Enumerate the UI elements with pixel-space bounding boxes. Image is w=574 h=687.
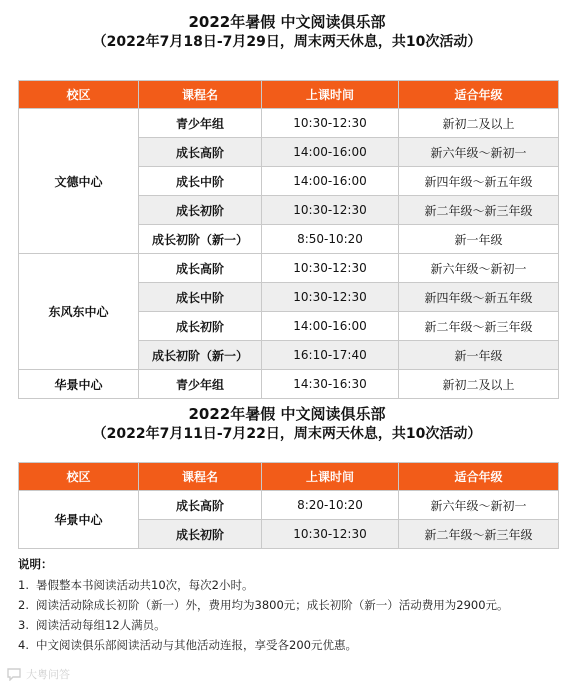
note-text: 中文阅读俱乐部阅读活动与其他活动连报，享受各200元优惠。 [36,638,357,652]
course-cell: 成长初阶（新一） [139,341,262,370]
time-cell: 14:00-16:00 [262,138,399,167]
grade-cell: 新六年级～新初一 [399,138,559,167]
grade-cell: 新一年级 [399,341,559,370]
grade-cell: 新初二及以上 [399,370,559,399]
note-text: 暑假整本书阅读活动共10次，每次2小时。 [36,578,254,592]
header-time: 上课时间 [262,463,399,491]
table-row [19,370,559,399]
notes-section [18,556,563,657]
speech-bubble-icon [6,667,22,681]
time-cell: 8:50-10:20 [262,225,399,254]
time-cell: 10:30-12:30 [262,109,399,138]
section1-subtitle: （2022年7月18日-7月29日，周末两天休息，共10次活动） [92,34,482,50]
schedule-table-2 [18,462,559,549]
time-cell: 14:00-16:00 [262,312,399,341]
course-cell: 成长中阶 [139,167,262,196]
table-header-row [19,81,559,109]
grade-cell: 新二年级～新三年级 [399,196,559,225]
note-text: 阅读活动除成长初阶（新一）外，费用均为3800元；成长初阶（新一）活动费用为2900元。 [36,598,509,612]
campus-cell: 文德中心 [19,109,139,254]
section1-title: 2022年暑假 中文阅读俱乐部 [188,13,386,31]
list-item [18,637,563,653]
course-cell: 成长初阶 [139,520,262,549]
grade-cell: 新二年级～新三年级 [399,312,559,341]
time-cell: 14:30-16:30 [262,370,399,399]
grade-cell: 新六年级～新初一 [399,254,559,283]
watermark-text: 大粤问答 [26,668,70,681]
header-grade: 适合年级 [399,81,559,109]
note-number: 2. [18,598,29,612]
campus-cell: 东风东中心 [19,254,139,370]
grade-cell: 新四年级～新五年级 [399,283,559,312]
time-cell: 14:00-16:00 [262,167,399,196]
course-cell: 成长高阶 [139,491,262,520]
header-course: 课程名 [139,463,262,491]
note-text: 阅读活动每组12人满员。 [36,618,166,632]
notes-title: 说明： [18,557,53,571]
time-cell: 16:10-17:40 [262,341,399,370]
course-cell: 成长高阶 [139,138,262,167]
header-campus: 校区 [19,463,139,491]
time-cell: 8:20-10:20 [262,491,399,520]
grade-cell: 新一年级 [399,225,559,254]
note-number: 1. [18,578,29,592]
table-row [19,254,559,283]
section2-heading [0,404,574,444]
course-cell: 青少年组 [139,109,262,138]
time-cell: 10:30-12:30 [262,254,399,283]
list-item [18,577,563,593]
time-cell: 10:30-12:30 [262,196,399,225]
time-cell: 10:30-12:30 [262,283,399,312]
grade-cell: 新六年级～新初一 [399,491,559,520]
list-item [18,617,563,633]
section1-heading [0,12,574,52]
course-cell: 成长初阶 [139,196,262,225]
schedule-table-1 [18,80,559,399]
course-cell: 青少年组 [139,370,262,399]
campus-cell: 华景中心 [19,491,139,549]
header-time: 上课时间 [262,81,399,109]
section2-title: 2022年暑假 中文阅读俱乐部 [188,405,386,423]
time-cell: 10:30-12:30 [262,520,399,549]
course-cell: 成长高阶 [139,254,262,283]
grade-cell: 新初二及以上 [399,109,559,138]
table-row [19,109,559,138]
header-campus: 校区 [19,81,139,109]
watermark [6,666,70,682]
course-cell: 成长初阶 [139,312,262,341]
note-number: 3. [18,618,29,632]
table-header-row [19,463,559,491]
grade-cell: 新四年级～新五年级 [399,167,559,196]
section2-subtitle: （2022年7月11日-7月22日，周末两天休息，共10次活动） [92,426,482,442]
grade-cell: 新二年级～新三年级 [399,520,559,549]
table-row [19,491,559,520]
list-item [18,597,563,613]
course-cell: 成长中阶 [139,283,262,312]
campus-cell: 华景中心 [19,370,139,399]
header-course: 课程名 [139,81,262,109]
note-number: 4. [18,638,29,652]
header-grade: 适合年级 [399,463,559,491]
course-cell: 成长初阶（新一） [139,225,262,254]
